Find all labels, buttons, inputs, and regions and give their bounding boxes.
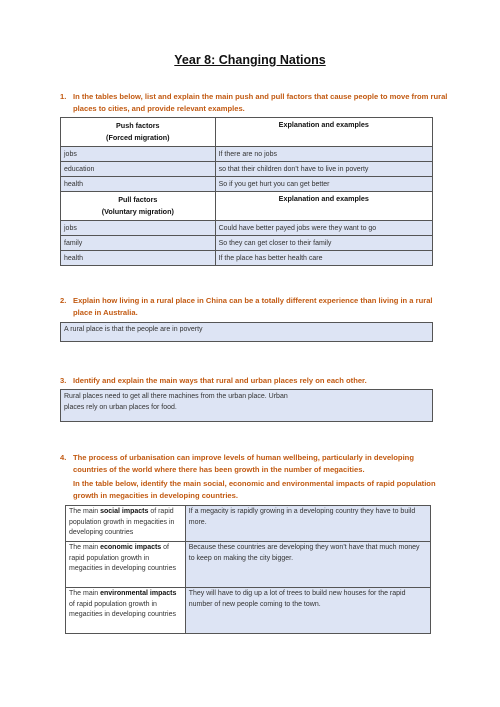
- question-number: 4.: [60, 453, 67, 462]
- impacts-table: [65, 505, 431, 634]
- pull-explanation-cell[interactable]: Could have better payed jobs were they want to go: [215, 221, 432, 236]
- pull-factor-cell[interactable]: jobs: [61, 221, 216, 236]
- push-factors-header: Push factors (Forced migration): [61, 118, 216, 147]
- pull-explanation-cell[interactable]: If the place has better health care: [215, 251, 432, 266]
- question-text: In the tables below, list and explain the main push and pull factors that cause people to move from rural places to cities, and provide relevant examples.: [73, 92, 448, 113]
- question-1: [60, 91, 450, 114]
- push-factor-cell[interactable]: education: [61, 162, 216, 177]
- question-number: 1.: [60, 92, 67, 101]
- push-explanation-cell[interactable]: If there are no jobs: [215, 147, 432, 162]
- pull-factor-cell[interactable]: health: [61, 251, 216, 266]
- economic-impacts-answer[interactable]: Because these countries are developing they won’t have that much money to keep on making the city bigger.: [185, 542, 430, 588]
- answer-line: Rural places need to get all there machines from the urban place. Urban: [64, 393, 288, 400]
- question-2: [60, 295, 450, 318]
- page-title: Year 8: Changing Nations: [174, 53, 326, 67]
- question-number: 3.: [60, 376, 67, 385]
- environmental-impacts-answer[interactable]: They will have to dig up a lot of trees to build new houses for the rapid number of new people coming to the town.: [185, 588, 430, 634]
- economic-impacts-label: The main economic impacts of rapid population growth in megacities in developing countries: [66, 542, 186, 588]
- question-text: Identify and explain the main ways that rural and urban places rely on each other.: [73, 376, 367, 385]
- push-factor-cell[interactable]: jobs: [61, 147, 216, 162]
- question-subtext: In the table below, identify the main social, economic and environmental impacts of rapid population growth in megacities in developing countries.: [73, 479, 436, 500]
- question-text: The process of urbanisation can improve levels of human wellbeing, particularly in developing countries of the world where there has been growth in the number of megacities.: [73, 453, 414, 474]
- question-number: 2.: [60, 296, 67, 305]
- answer-line: places rely on urban places for food.: [64, 403, 177, 411]
- pull-factors-header: Pull factors (Voluntary migration): [61, 192, 216, 221]
- push-explanation-cell[interactable]: So if you get hurt you can get better: [215, 177, 432, 192]
- push-explanation-cell[interactable]: so that their children don’t have to live in poverty: [215, 162, 432, 177]
- answer-box-2[interactable]: A rural place is that the people are in poverty: [60, 322, 433, 342]
- pull-explanation-header: Explanation and examples: [215, 192, 432, 221]
- push-explanation-header: Explanation and examples: [215, 118, 432, 147]
- push-pull-table: [60, 117, 433, 266]
- environmental-impacts-label: The main environmental impacts of rapid population growth in megacities in developing countries: [66, 588, 186, 634]
- social-impacts-label: The main social impacts of rapid population growth in megacities in developing countries: [66, 506, 186, 542]
- answer-box-3[interactable]: [60, 389, 433, 422]
- pull-explanation-cell[interactable]: So they can get closer to their family: [215, 236, 432, 251]
- question-4: [60, 452, 450, 501]
- question-3: [60, 375, 450, 387]
- push-factor-cell[interactable]: health: [61, 177, 216, 192]
- pull-factor-cell[interactable]: family: [61, 236, 216, 251]
- question-text: Explain how living in a rural place in China can be a totally different experience than living in a rural place in Australia.: [73, 296, 433, 317]
- social-impacts-answer[interactable]: If a megacity is rapidly growing in a developing country they have to build more.: [185, 506, 430, 542]
